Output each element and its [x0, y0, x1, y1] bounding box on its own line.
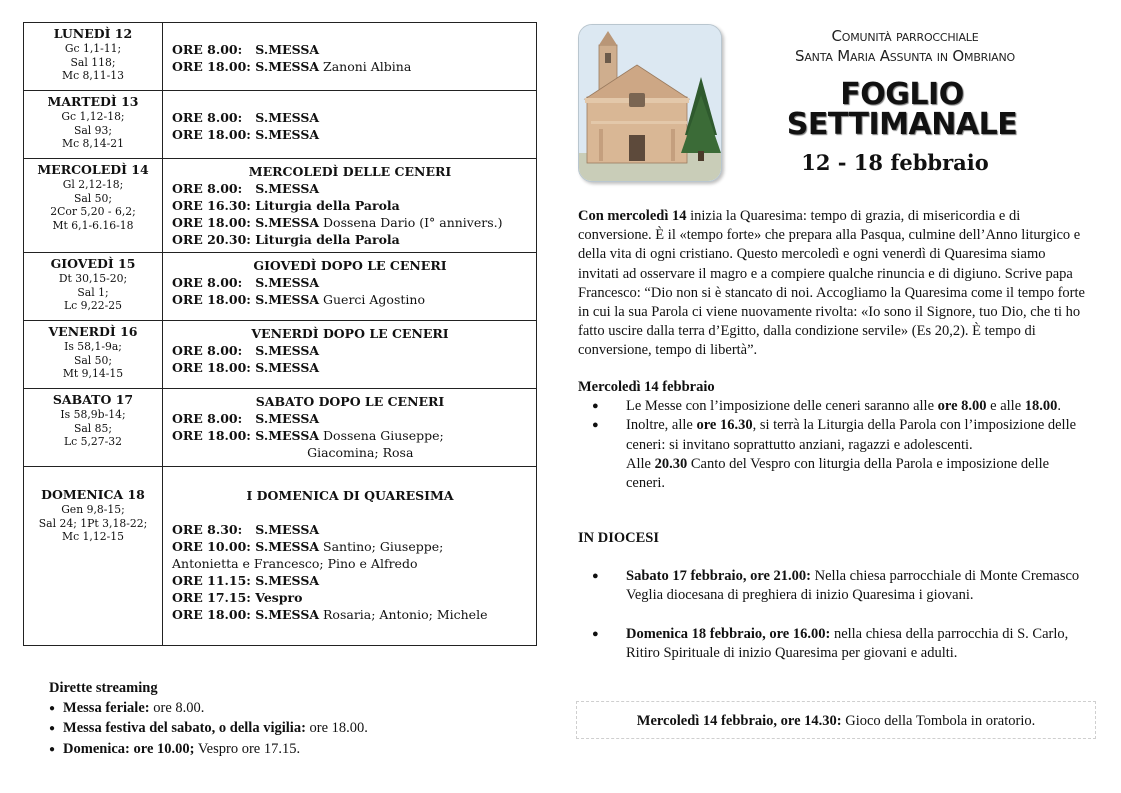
- diocesi-section: [578, 529, 1090, 663]
- day-name: LUNEDÌ 12: [53, 26, 133, 41]
- day-name: VENERDÌ 16: [48, 324, 138, 339]
- day-name: SABATO 17: [52, 392, 134, 407]
- day-name: MARTEDÌ 13: [47, 94, 139, 109]
- reading: Gc 1,1-11;: [64, 42, 122, 55]
- day-header: MERCOLEDÌ DELLE CENERI: [248, 164, 452, 179]
- table-row: [24, 91, 537, 159]
- streaming-box: [49, 679, 368, 760]
- mercoledi-section: [578, 378, 1090, 493]
- streaming-item: ● Messa feriale: ore 8.00.: [49, 699, 368, 720]
- reading: Sal 24; 1Pt 3,18-22;: [38, 516, 148, 530]
- table-row: [24, 389, 537, 467]
- bullet-icon: ●: [592, 627, 599, 640]
- reading: Mt 6,1-6.16-18: [52, 218, 134, 232]
- church-illustration: [579, 25, 721, 181]
- streaming-item: ● Domenica: ore 10.00; Vespro ore 17.15.: [49, 740, 368, 761]
- reading: Sal 93;: [73, 123, 113, 137]
- reading: Mt 9,14-15: [62, 367, 124, 380]
- day-cell: [24, 253, 163, 321]
- reading: Gl 2,12-18;: [62, 178, 124, 191]
- schedule-line: Antonietta e Francesco; Pino e Alfredo: [172, 556, 418, 571]
- events-cell: [163, 253, 537, 321]
- week-dates: 12 - 18 febbraio: [801, 150, 989, 175]
- list-item: ● Sabato 17 febbraio, ore 21.00: Nella chiesa parrocchiale di Monte Cremasco Veglia diocesana di preghiera di inizio Quaresima i giovani.: [592, 568, 1080, 604]
- events-cell: [163, 91, 537, 159]
- list-item: ● Inoltre, alle ore 16.30, si terrà la Liturgia della Parola con l’imposizione delle ceneri: si invitano soprattutto anziani, ragazzi e adolescenti. Alle 20.30 Canto del Vespro con liturgia della Parola e imposizione delle ceneri.: [592, 417, 1077, 492]
- schedule-line: [172, 504, 528, 521]
- events-cell: [163, 467, 537, 646]
- table-row: [24, 253, 537, 321]
- page-title: FOGLIO SETTIMANALE: [786, 77, 1018, 142]
- schedule-line: ORE 18.00: S.MESSA Dossena Dario (I° annivers.): [172, 215, 503, 230]
- schedule-line: ORE 8.00: S.MESSA: [172, 411, 320, 426]
- reading: Mc 8,11-13: [62, 69, 124, 82]
- day-name: MERCOLEDÌ 14: [37, 162, 149, 177]
- reading: Lc 5,27-32: [63, 435, 123, 448]
- reading: Sal 50;: [73, 191, 113, 205]
- day-name: DOMENICA 18: [41, 487, 145, 502]
- schedule-line: ORE 8.00: S.MESSA: [172, 42, 320, 57]
- bullet-icon: ●: [592, 400, 599, 413]
- schedule-line: ORE 8.00: S.MESSA: [172, 275, 320, 290]
- list-item: ● Le Messe con l’imposizione delle ceneri saranno alle ore 8.00 e alle 18.00.: [578, 397, 1090, 416]
- schedule-line: ORE 16.30: Liturgia della Parola: [172, 198, 400, 213]
- schedule-line: ORE 17.15: Vespro: [172, 590, 303, 605]
- intro-paragraph: Con mercoledì 14 inizia la Quaresima: tempo di grazia, di misericordia e di conversione. È il «tempo forte» che prepara alla Pasqua, culmine dell’Anno liturgico e della vita di ogni cristiano. Questo mercoledì e ogni venerdì di Quaresima siamo invitati ad osservare il magro e a compiere qualche rinuncia e di digiuno. Scrive papa Francesco: “Dio non si è stancato di noi. Accogliamo la Quaresima come il tempo forte in cui la sua Parola ci viene nuovamente rivolta: «Io sono il Signore, tuo Dio, che ti ho fatto uscire dalla terra d’Egitto, dalla condizione servile» (Es 20,2). È tempo di conversione, tempo di libertà”.: [578, 208, 1085, 359]
- reading: Sal 118;: [70, 55, 116, 69]
- parish-name: Comunità parrocchiale Santa Maria Assunta in Ombriano: [795, 27, 1015, 65]
- events-cell: [163, 159, 537, 253]
- reading: Gen 9,8-15;: [61, 503, 125, 516]
- tombola-notice: Mercoledì 14 febbraio, ore 14.30: Gioco della Tombola in oratorio.: [576, 701, 1096, 739]
- schedule-line: ORE 18.00: S.MESSA Dossena Giuseppe;: [172, 428, 444, 443]
- table-row: [24, 23, 537, 91]
- streaming-title: Dirette streaming: [49, 680, 158, 696]
- day-cell: [24, 389, 163, 467]
- reading: Is 58,9b-14;: [60, 408, 126, 421]
- day-header: GIOVEDÌ DOPO LE CENERI: [253, 258, 447, 273]
- table-row: [24, 321, 537, 389]
- mercoledi-title: Mercoledì 14 febbraio: [578, 379, 715, 395]
- bullet-icon: ●: [592, 570, 599, 583]
- reading: Lc 9,22-25: [63, 299, 123, 312]
- schedule-line: ORE 18.00: S.MESSA Zanoni Albina: [172, 59, 412, 74]
- church-photo: [578, 24, 722, 182]
- reading: Sal 85;: [73, 421, 113, 435]
- day-header: VENERDÌ DOPO LE CENERI: [251, 326, 449, 341]
- reading: Sal 50;: [73, 353, 113, 367]
- day-header: I DOMENICA DI QUARESIMA: [246, 488, 454, 503]
- day-cell: [24, 467, 163, 646]
- reading: Is 58,1-9a;: [64, 340, 122, 353]
- events-cell: [163, 23, 537, 91]
- reading: Dt 30,15-20;: [58, 272, 128, 285]
- schedule-line: ORE 8.00: S.MESSA: [172, 110, 320, 125]
- reading: Mc 1,12-15: [62, 530, 124, 543]
- schedule-line: ORE 10.00: S.MESSA Santino; Giuseppe;: [172, 539, 444, 554]
- schedule-table: [23, 22, 537, 646]
- schedule-line: ORE 18.00: S.MESSA Rosaria; Antonio; Michele: [172, 607, 488, 622]
- day-cell: [24, 321, 163, 389]
- schedule-line: ORE 20.30: Liturgia della Parola: [172, 232, 400, 247]
- schedule-line: ORE 8.30: S.MESSA: [172, 522, 320, 537]
- schedule-line: ORE 8.00: S.MESSA: [172, 181, 320, 196]
- diocesi-title: IN DIOCESI: [578, 530, 659, 546]
- schedule-line: ORE 11.15: S.MESSA: [172, 573, 320, 588]
- events-cell: [163, 321, 537, 389]
- day-cell: [24, 159, 163, 253]
- day-name: GIOVEDÌ 15: [50, 256, 136, 271]
- streaming-item: ● Messa festiva del sabato, o della vigilia: ore 18.00.: [49, 719, 368, 740]
- schedule-line: Giacomina; Rosa: [172, 445, 414, 460]
- schedule-line: ORE 18.00: S.MESSA Guerci Agostino: [172, 292, 425, 307]
- day-header: SABATO DOPO LE CENERI: [255, 394, 445, 409]
- list-item: ● Domenica 18 febbraio, ore 16.00: nella chiesa della parrocchia di S. Carlo, Ritiro Spirituale di inizio Quaresima per giovani e adulti.: [592, 625, 1069, 661]
- schedule-line: ORE 18.00: S.MESSA: [172, 360, 320, 375]
- reading: Sal 1;: [77, 285, 109, 299]
- reading: Gc 1,12-18;: [61, 110, 125, 123]
- events-cell: [163, 389, 537, 467]
- reading: Mc 8,14-21: [62, 137, 124, 150]
- day-cell: [24, 91, 163, 159]
- table-row: [24, 159, 537, 253]
- day-cell: [24, 23, 163, 91]
- schedule-line: ORE 8.00: S.MESSA: [172, 343, 320, 358]
- table-row: [24, 467, 537, 646]
- schedule-line: ORE 18.00: S.MESSA: [172, 127, 320, 142]
- reading: 2Cor 5,20 - 6,2;: [50, 205, 136, 218]
- bullet-icon: ●: [592, 419, 599, 432]
